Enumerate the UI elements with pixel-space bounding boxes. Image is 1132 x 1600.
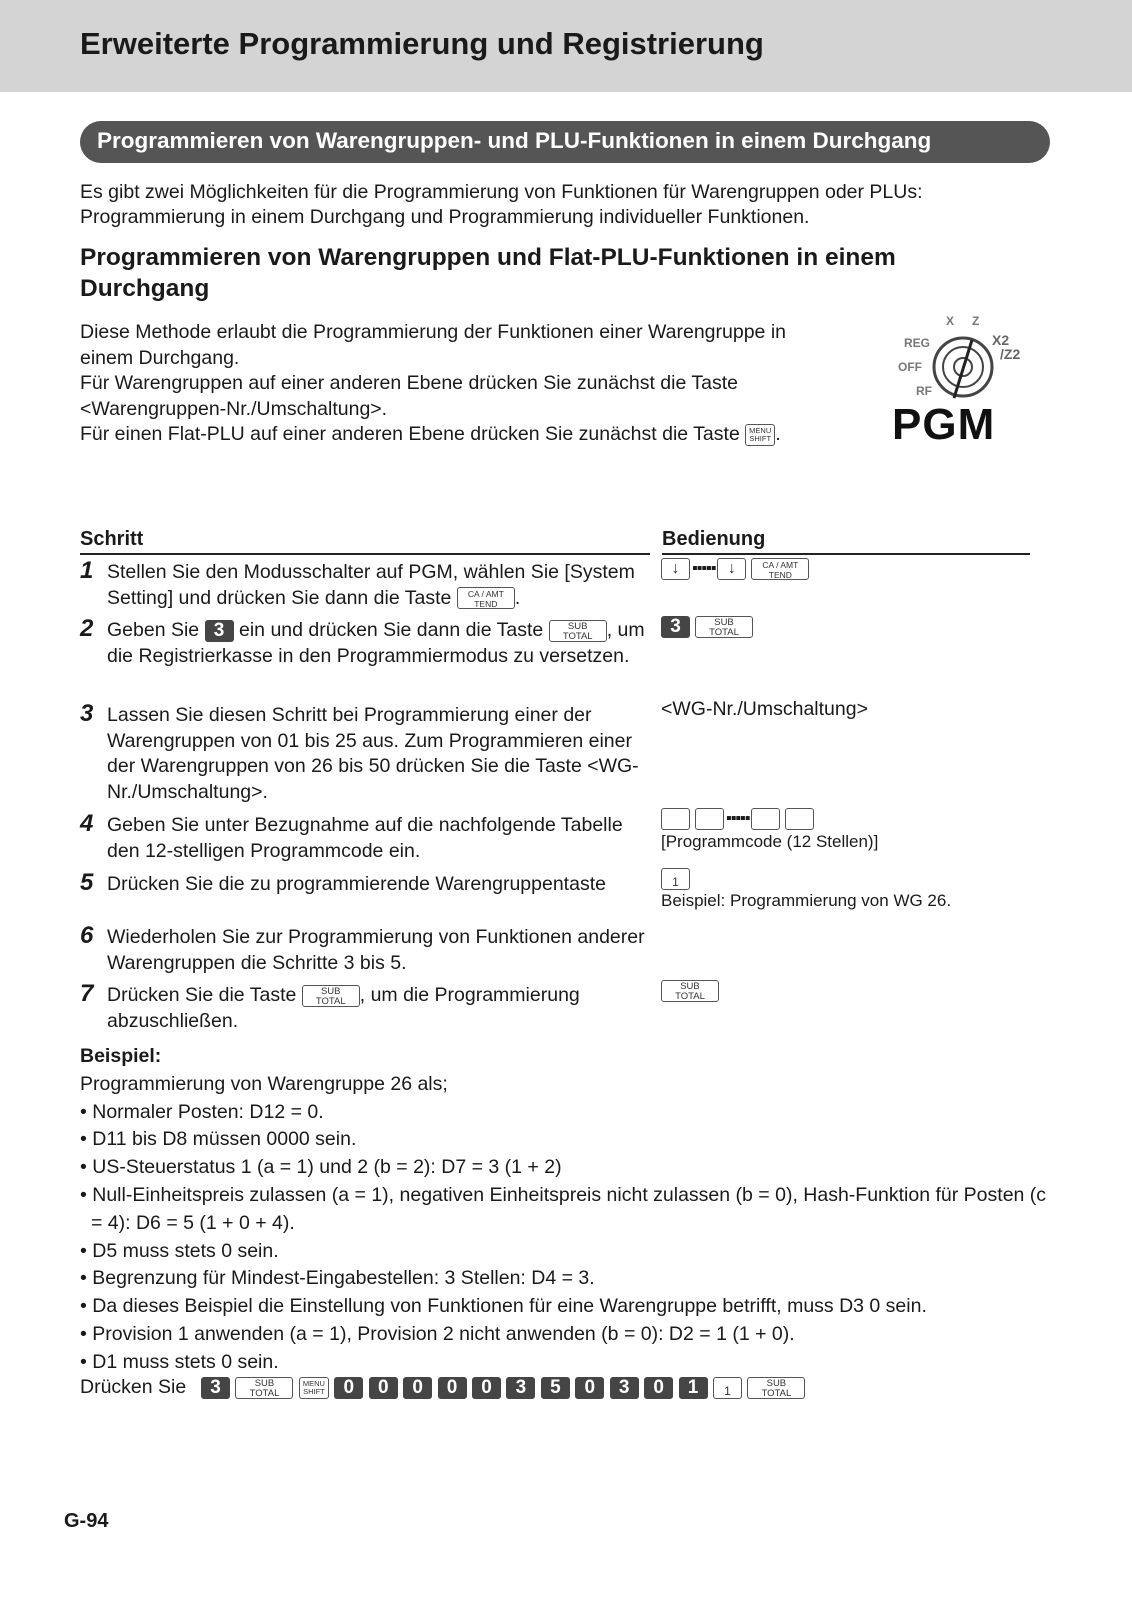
code-digit-key: 0 [334,1377,363,1399]
ca-amt-tend-key: CA / AMT TEND [751,558,809,580]
blank-key [785,808,814,830]
mode-knob-icon [930,334,996,400]
subtotal-key: SUB TOTAL [747,1377,805,1399]
operation-4 [661,808,878,852]
mode-switch-diagram [880,314,1040,458]
page-number: G-94 [64,1510,109,1532]
mode-label-reg: REG [904,336,931,350]
repeat-dots: ▪▪▪▪▪ [692,560,716,578]
code-digit-key: 0 [403,1377,432,1399]
intro-paragraph: Es gibt zwei Möglichkeiten für die Programmierung von Funktionen für Warengruppen oder PLUs: Programmierung in einem Durchgang und Programmierung individueller Funktionen. [80,181,923,228]
subsection-description [80,320,840,448]
code-digit-key: 0 [575,1377,604,1399]
operation-2 [661,616,753,638]
example-bullet: • Begrenzung für Mindest-Eingabestellen: 3 Stellen: D4 = 3. [80,1267,595,1290]
step-4: 4 Geben Sie unter Bezugnahme auf die nachfolgende Tabelle den 12-stelligen Programmcode ein. [80,810,623,862]
step-1: 1 Stellen Sie den Modusschalter auf PGM, wählen Sie [System Setting] und drücken Sie dann die Taste CA / AMT TEND . [80,557,635,610]
example-bullet: • Normaler Posten: D12 = 0. [80,1100,324,1123]
example-bullet: • Null-Einheitspreis zulassen (a = 1), negativen Einheitspreis nicht zulassen (b = 0), Hash-Funktion für Posten (c = 4): D6 = 5 (1 + 0 + 4). [80,1183,1047,1234]
mode-label-x2: X2 [992,332,1010,348]
step-3: 3 Lassen Sie diesen Schritt bei Programmierung einer der Warengruppen von 01 bis 25 aus. Zum Programmieren einer der Warengruppen von 26 bis 50 drücken Sie die Taste <WG-Nr./Umschaltung>. [80,700,639,803]
operation-7 [661,980,719,1002]
step-7: 7 Drücken Sie die Taste SUB TOTAL , um die Programmierung abzuschließen. [80,980,580,1032]
example-bullet: • D5 muss stets 0 sein. [80,1239,279,1262]
code-digit-key: 0 [369,1377,398,1399]
operation-3: <WG-Nr./Umschaltung> [661,698,868,720]
desc-line-1: Diese Methode erlaubt die Programmierung der Funktionen einer Warengruppe in einem Durchgang. [80,321,786,369]
code-digit-key: 0 [438,1377,467,1399]
column-header-operation: Bedienung [662,528,1030,555]
blank-key [695,808,724,830]
page-header [0,0,1132,92]
section-title-bar [80,121,1050,163]
page-title: Erweiterte Programmierung und Registrierung [80,26,764,61]
subtotal-key: SUB TOTAL [235,1377,293,1399]
menu-shift-key: MENU SHIFT [299,1377,329,1399]
department-key-1: 1 [661,868,690,890]
code-digit-key: 0 [472,1377,501,1399]
example-bullet: • D11 bis D8 müssen 0000 sein. [80,1128,357,1151]
program-code-caption: [Programmcode (12 Stellen)] [661,832,879,852]
department-example-caption: Beispiel: Programmierung von WG 26. [661,891,952,911]
step-5: 5 Drücken Sie die zu programmierende Warengruppentaste [80,869,606,896]
mode-label-rf: RF [916,384,932,398]
digit-key-3: 3 [201,1377,230,1399]
mode-label-z: Z [972,314,980,328]
blank-key [661,808,690,830]
example-bullet: • Da dieses Beispiel die Einstellung von Funktionen für eine Warengruppe betrifft, muss D3 0 sein. [80,1295,927,1318]
example-bullet: • D1 muss stets 0 sein. [80,1350,279,1373]
menu-shift-key: MENU SHIFT [745,424,775,446]
example-bullet: • US-Steuerstatus 1 (a = 1) und 2 (b = 2): D7 = 3 (1 + 2) [80,1156,562,1179]
department-key-1: 1 [713,1377,742,1399]
press-label: Drücken Sie [80,1376,187,1398]
section-title: Programmieren von Warengruppen- und PLU-Funktionen in einem Durchgang [97,128,932,153]
example-lead: Programmierung von Warengruppe 26 als; [80,1072,448,1095]
ca-amt-tend-key: CA / AMT TEND [457,587,515,609]
example-key-sequence [80,1376,805,1399]
mode-label-z2: /Z2 [1000,346,1021,362]
digit-key-3: 3 [661,616,690,638]
mode-label-off: OFF [898,360,922,374]
down-arrow-key: ↓ [717,558,746,580]
operation-5 [661,868,951,911]
subsection-title: Programmieren von Warengruppen und Flat-PLU-Funktionen in einem Durchgang [80,244,896,302]
subtotal-key: SUB TOTAL [549,620,607,642]
repeat-dots: ▪▪▪▪▪ [726,810,750,828]
code-digit-key: 3 [610,1377,639,1399]
code-digit-key: 1 [679,1377,708,1399]
down-arrow-key: ↓ [661,558,690,580]
subtotal-key: SUB TOTAL [661,980,719,1002]
desc-line-2: Für Warengruppen auf einer anderen Ebene drücken Sie zunächst die Taste <Warengruppen-Nr./Umschaltung>. [80,372,739,420]
column-header-step: Schritt [80,528,650,555]
mode-pgm-label: PGM [892,400,996,449]
subtotal-key: SUB TOTAL [302,985,360,1007]
example-title: Beispiel: [80,1045,162,1067]
blank-key [751,808,780,830]
digit-key-3: 3 [205,620,234,642]
example-bullet: • Provision 1 anwenden (a = 1), Provision 2 nicht anwenden (b = 0): D2 = 1 (1 + 0). [80,1322,795,1345]
code-digit-key: 5 [541,1377,570,1399]
mode-label-x: X [946,314,955,328]
example-block [80,1043,1050,1377]
subtotal-key: SUB TOTAL [695,616,753,638]
step-2: 2 Geben Sie 3 ein und drücken Sie dann die Taste SUB TOTAL , um die Registrierkasse in den Programmiermodus zu versetzen. [80,615,645,667]
code-digit-key: 0 [644,1377,673,1399]
step-6: 6 Wiederholen Sie zur Programmierung von Funktionen anderer Warengruppen die Schritte 3 bis 5. [80,922,645,974]
code-digit-key: 3 [506,1377,535,1399]
operation-1 [661,558,809,580]
desc-line-3: Für einen Flat-PLU auf einer anderen Ebene drücken Sie zunächst die Taste MENU SHIFT . [80,423,781,445]
